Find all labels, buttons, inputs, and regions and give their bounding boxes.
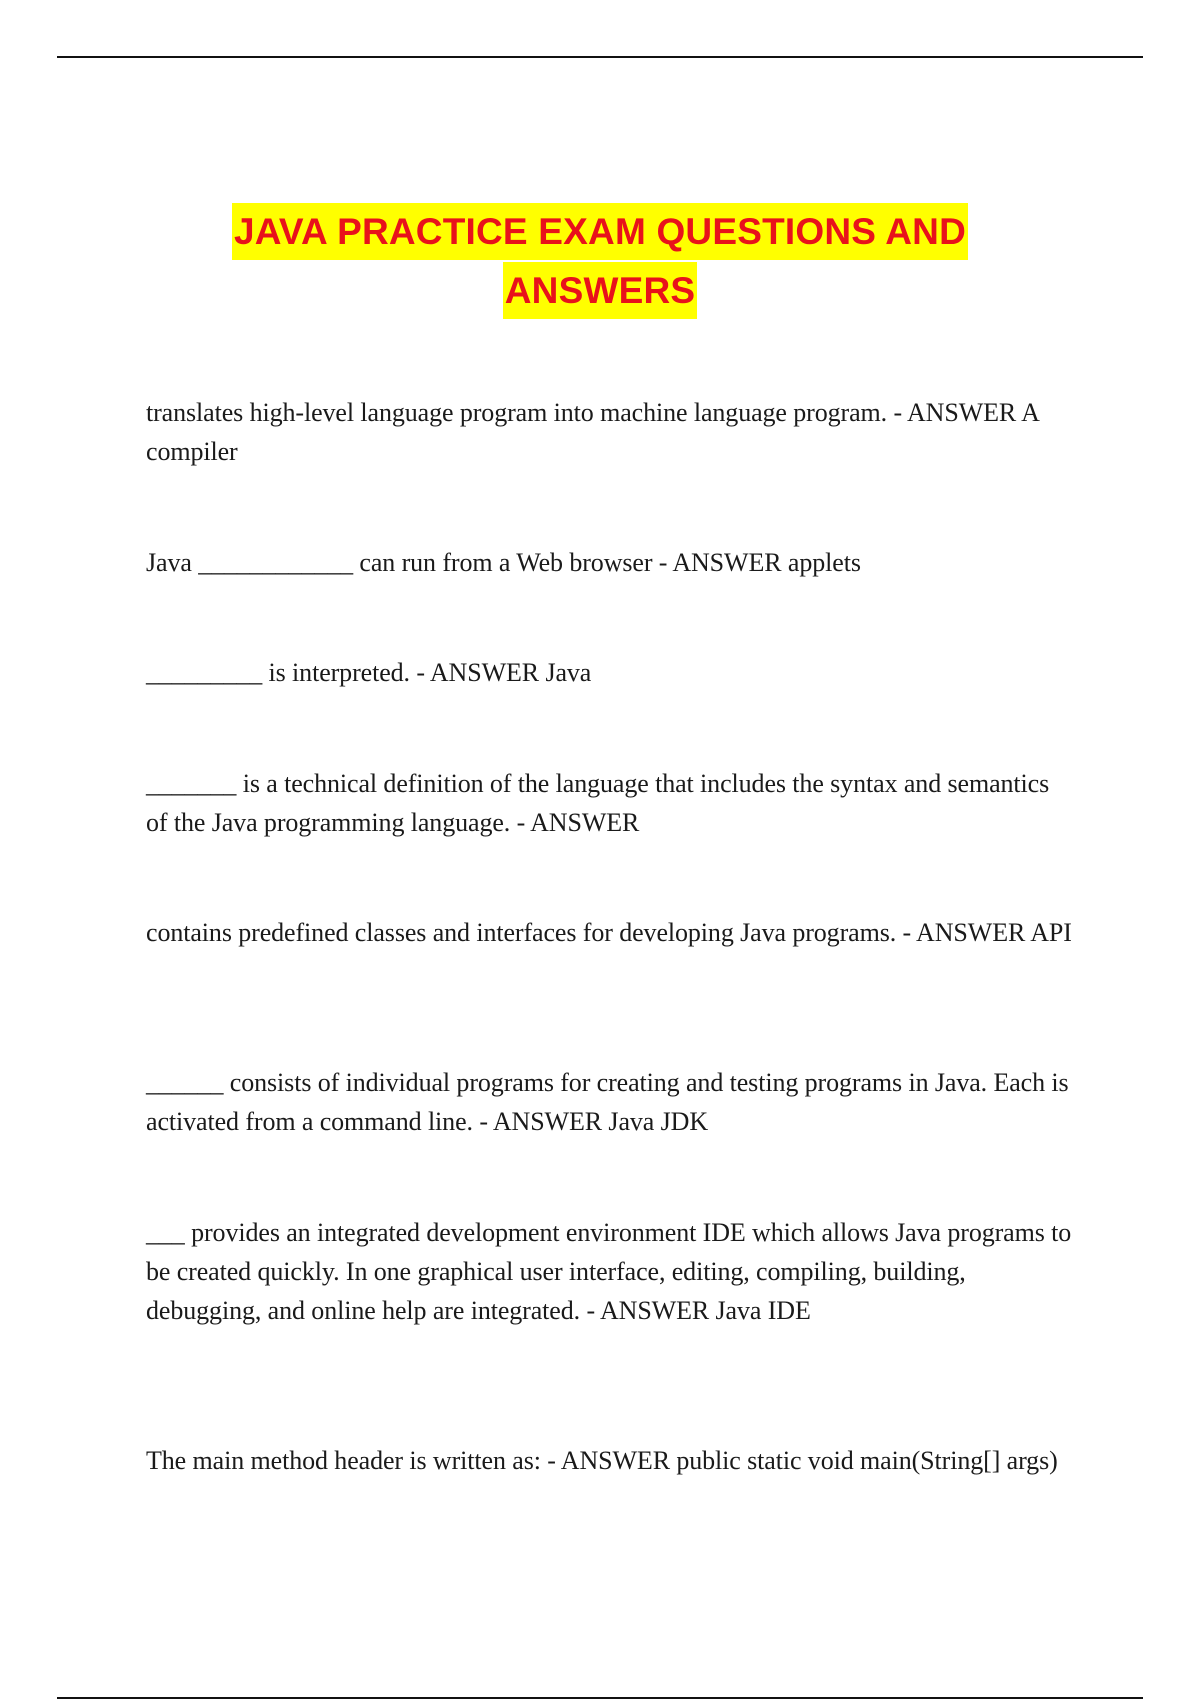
qa-item-8: The main method header is written as: - ANSWER public static void main(String[] args) xyxy=(146,1446,1058,1475)
qa-item-4: _______ is a technical definition of the language that includes the syntax and semantics of the Java programming language. - ANSWER xyxy=(146,769,1050,837)
title-line-1: JAVA PRACTICE EXAM QUESTIONS AND xyxy=(232,203,968,260)
qa-item-5: contains predefined classes and interfaces for developing Java programs. - ANSWER API xyxy=(146,918,1072,947)
bottom-rule xyxy=(57,1697,1143,1699)
qa-item-6: ______ consists of individual programs for creating and testing programs in Java. Each is activated from a command line. - ANSWER Java JDK xyxy=(146,1068,1069,1136)
qa-item-2: Java ____________ can run from a Web browser - ANSWER applets xyxy=(146,548,861,577)
top-rule xyxy=(57,56,1143,58)
qa-item-3: _________ is interpreted. - ANSWER Java xyxy=(146,658,592,687)
document-title xyxy=(0,203,1200,319)
qa-item-7: ___ provides an integrated development environment IDE which allows Java programs to be created quickly. In one graphical user interface, editing, compiling, building, debugging, and online help are integrated. - ANSWER Java IDE xyxy=(146,1218,1072,1325)
qa-item-1: translates high-level language program into machine language program. - ANSWER A compiler xyxy=(146,398,1039,466)
title-line-2: ANSWERS xyxy=(503,262,698,319)
